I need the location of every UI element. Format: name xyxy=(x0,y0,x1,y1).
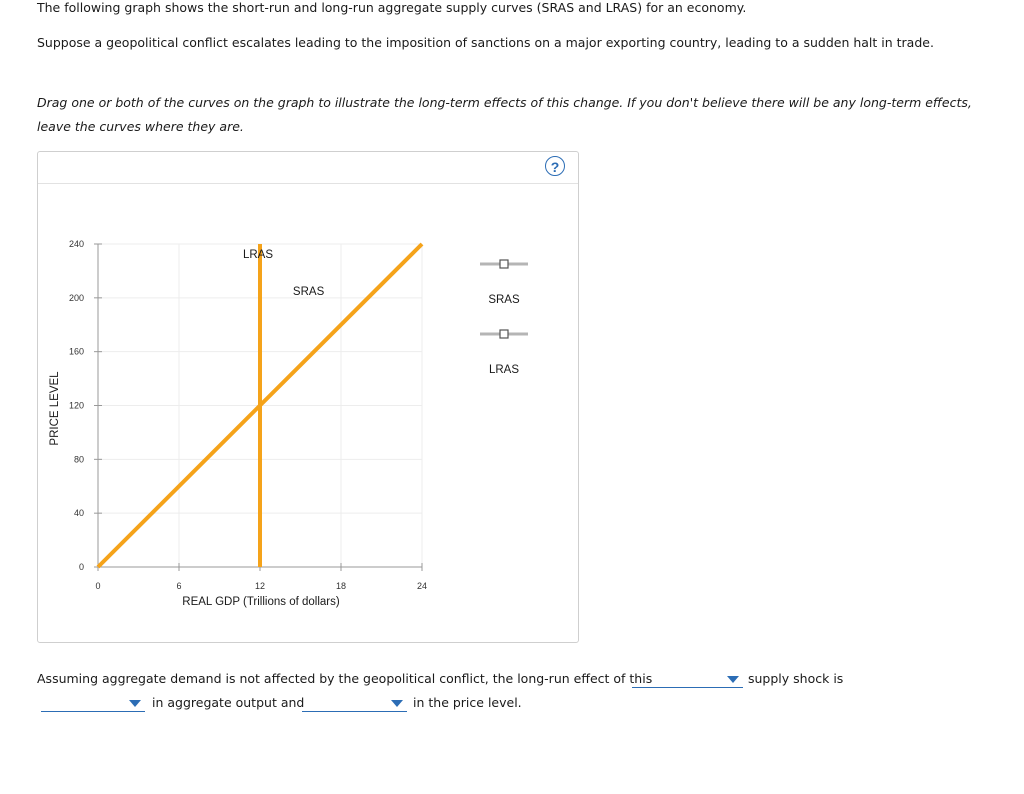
drag-handle-icon[interactable] xyxy=(500,330,508,338)
x-tick-label: 6 xyxy=(176,581,182,591)
question-text-2: supply shock is xyxy=(748,671,844,686)
x-tick-label: 18 xyxy=(335,581,347,591)
question-text-3: in aggregate output and xyxy=(152,695,305,710)
intro-text: The following graph shows the short-run and long-run aggregate supply curves (SRAS and LRAS) for an economy. xyxy=(37,0,747,15)
graph-panel xyxy=(37,151,579,643)
chevron-down-icon xyxy=(727,676,739,683)
help-icon[interactable]: ? xyxy=(545,156,565,176)
y-tick-label: 0 xyxy=(78,562,84,572)
y-tick-label: 240 xyxy=(68,239,84,249)
x-tick-label: 24 xyxy=(416,581,428,591)
as-graph xyxy=(38,152,578,642)
y-tick-label: 40 xyxy=(73,508,84,519)
effect-dropdown[interactable] xyxy=(632,671,743,688)
y-tick-label: 200 xyxy=(68,292,84,303)
lras-curve-label: LRAS xyxy=(242,249,274,261)
y-tick-label: 80 xyxy=(73,454,84,465)
palette-lras-label: LRAS xyxy=(488,364,520,376)
chevron-down-icon xyxy=(391,700,403,707)
scenario-text: Suppose a geopolitical conflict escalates leading to the imposition of sanctions on a major exporting country, leading to a sudden halt in trade. xyxy=(37,35,934,50)
chevron-down-icon xyxy=(129,700,141,707)
question-text-4: in the price level. xyxy=(413,695,522,710)
y-tick-label: 120 xyxy=(68,400,84,411)
x-tick-label: 12 xyxy=(254,581,266,591)
price-level-dropdown[interactable] xyxy=(302,695,407,712)
instructions-line-2: leave the curves where they are. xyxy=(37,119,244,134)
instructions-line-1: Drag one or both of the curves on the graph to illustrate the long-term effects of this change. If you don't believe there will be any long-term effects, xyxy=(37,95,972,110)
question-text-1: Assuming aggregate demand is not affected by the geopolitical conflict, the long-run effect of this xyxy=(37,671,653,686)
x-axis-label: REAL GDP (Trillions of dollars) xyxy=(182,596,340,608)
drag-handle-icon[interactable] xyxy=(500,260,508,268)
sras-curve-label: SRAS xyxy=(292,285,325,298)
x-tick-label: 0 xyxy=(95,581,101,591)
output-dropdown[interactable] xyxy=(41,695,145,712)
y-axis-label: PRICE LEVEL xyxy=(49,371,61,446)
y-tick-label: 160 xyxy=(68,346,84,357)
palette-sras-label: SRAS xyxy=(488,294,520,306)
